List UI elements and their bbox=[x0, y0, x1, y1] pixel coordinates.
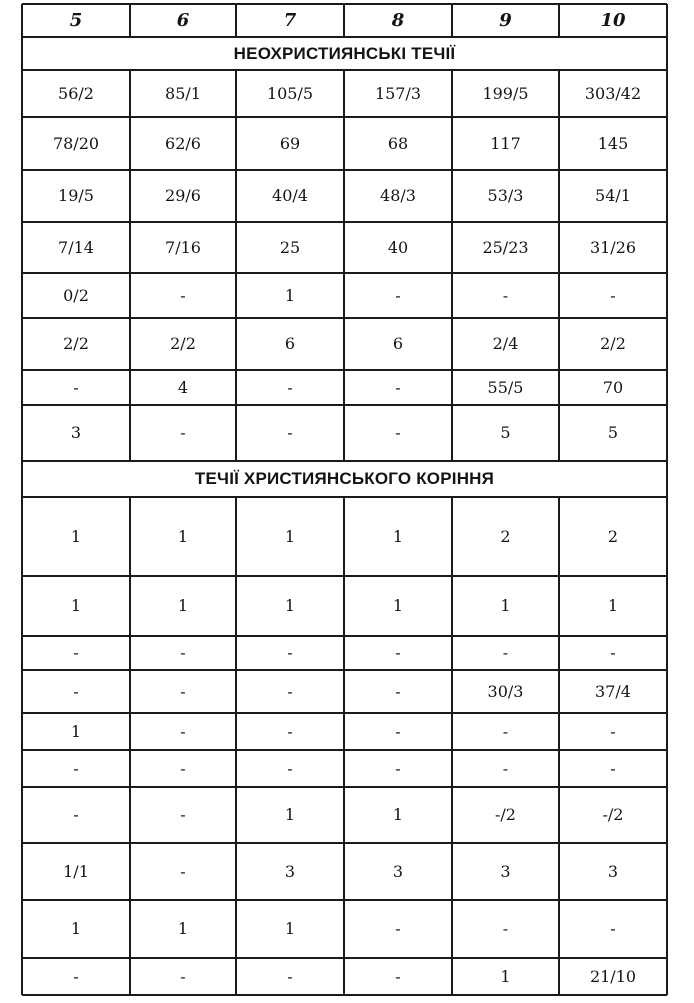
table-cell: 78/20 bbox=[52, 133, 100, 153]
table-cell: 25 bbox=[279, 237, 301, 257]
table-cell: - bbox=[395, 285, 401, 305]
table-cell: 3 bbox=[70, 423, 82, 442]
section-title: НЕОХРИСТИЯНСЬКІ ТЕЧІЇ bbox=[233, 43, 456, 63]
table-cell: 3 bbox=[607, 861, 619, 881]
column-number-header: 10 bbox=[600, 9, 626, 31]
table-cell: 199/5 bbox=[482, 83, 529, 103]
table-cell: - bbox=[180, 285, 186, 305]
table-cell: 3 bbox=[284, 861, 296, 881]
table-cell: - bbox=[287, 377, 293, 397]
table-cell: 303/42 bbox=[584, 83, 642, 103]
table-cell: 37/4 bbox=[595, 681, 631, 701]
table-cell: - bbox=[73, 681, 79, 701]
table-cell: 2/2 bbox=[600, 334, 626, 353]
table-cell: 1 bbox=[284, 526, 296, 546]
table-cell: 62/6 bbox=[165, 133, 201, 153]
table-cell: 2 bbox=[607, 526, 619, 546]
table-cell: -/2 bbox=[602, 805, 624, 824]
table-cell: 1 bbox=[70, 721, 82, 741]
table-cell: - bbox=[287, 643, 293, 662]
table-cell: 1/1 bbox=[63, 861, 89, 881]
section-title: ТЕЧІЇ ХРИСТИЯНСЬКОГО КОРІННЯ bbox=[194, 469, 495, 488]
table-cell: 30/3 bbox=[487, 681, 524, 701]
table-cell: - bbox=[180, 643, 186, 662]
table-cell: 40/4 bbox=[272, 186, 308, 205]
table-cell: - bbox=[287, 721, 293, 741]
table-cell: -/2 bbox=[495, 805, 516, 824]
table-cell: 5 bbox=[607, 423, 619, 442]
table-cell: - bbox=[610, 285, 616, 305]
table-cell: 19/5 bbox=[58, 186, 94, 205]
table-cell: 4 bbox=[177, 377, 189, 397]
table-cell: - bbox=[502, 285, 509, 305]
table-cell: - bbox=[502, 758, 509, 778]
table-cell: 145 bbox=[597, 133, 629, 153]
table-cell: 25/23 bbox=[482, 237, 529, 257]
table-cell: - bbox=[502, 643, 509, 662]
table-cell: 68 bbox=[387, 133, 409, 153]
table-cell: 56/2 bbox=[58, 83, 94, 103]
table-cell: 1 bbox=[392, 526, 404, 546]
table-cell: 0/2 bbox=[63, 285, 89, 305]
table-cell: 21/10 bbox=[589, 966, 637, 986]
table-cell: - bbox=[180, 721, 186, 741]
table-cell: 53/3 bbox=[487, 186, 524, 205]
table-cell: - bbox=[395, 721, 401, 741]
table-cell: - bbox=[610, 758, 616, 778]
table-cell: 2/4 bbox=[492, 334, 519, 353]
table-cell: 2 bbox=[500, 526, 511, 546]
table-cell: 3 bbox=[392, 861, 404, 881]
table-cell: - bbox=[502, 919, 509, 938]
table-cell: - bbox=[395, 681, 401, 701]
table-cell: - bbox=[73, 805, 79, 824]
table-cell: - bbox=[395, 377, 401, 397]
table-cell: - bbox=[395, 919, 401, 938]
table-cell: 7/16 bbox=[165, 237, 201, 257]
table-cell: 1 bbox=[70, 596, 82, 615]
table-cell: - bbox=[610, 643, 616, 662]
table-cell: - bbox=[287, 966, 293, 986]
table-cell: - bbox=[502, 721, 509, 741]
table-cell: 157/3 bbox=[374, 83, 422, 103]
table-cell: 69 bbox=[279, 133, 301, 153]
table-cell: - bbox=[73, 758, 79, 778]
table-cell: 1 bbox=[500, 966, 511, 986]
table-cell: 1 bbox=[70, 526, 82, 546]
table-cell: - bbox=[180, 423, 186, 442]
table-cell: - bbox=[287, 423, 293, 442]
table-cell: 1 bbox=[284, 919, 296, 938]
table-cell: 1 bbox=[177, 919, 189, 938]
table-cell: - bbox=[73, 966, 79, 986]
table-cell: 40 bbox=[387, 237, 409, 257]
table-cell: 29/6 bbox=[165, 186, 201, 205]
table-cell: 48/3 bbox=[380, 186, 416, 205]
table-cell: 5 bbox=[500, 423, 511, 442]
table-cell: - bbox=[395, 966, 401, 986]
table-cell: 2/2 bbox=[170, 334, 196, 353]
column-number-header: 5 bbox=[69, 9, 83, 31]
table-cell: - bbox=[395, 758, 401, 778]
table-cell: 1 bbox=[607, 596, 619, 615]
table-cell: 70 bbox=[602, 377, 624, 397]
column-number-header: 9 bbox=[499, 9, 512, 31]
table-cell: 1 bbox=[284, 596, 296, 615]
table-cell: - bbox=[287, 681, 293, 701]
table-cell: 1 bbox=[500, 596, 511, 615]
table-cell: 1 bbox=[70, 919, 82, 938]
table-cell: - bbox=[180, 758, 186, 778]
table-cell: - bbox=[395, 423, 401, 442]
column-number-header: 8 bbox=[391, 9, 405, 31]
table-cell: 1 bbox=[392, 805, 404, 824]
table-cell: - bbox=[180, 681, 186, 701]
table-cell: 6 bbox=[392, 334, 404, 353]
table-cell: 3 bbox=[500, 861, 511, 881]
table-cell: 6 bbox=[284, 334, 296, 353]
table-cell: 117 bbox=[490, 133, 521, 153]
table-cell: - bbox=[287, 758, 293, 778]
table-cell: - bbox=[180, 966, 186, 986]
table-cell: 1 bbox=[284, 285, 296, 305]
table-cell: 31/26 bbox=[589, 237, 637, 257]
table-cell: 85/1 bbox=[165, 83, 201, 103]
table-cell: 7/14 bbox=[58, 237, 94, 257]
table-cell: - bbox=[610, 721, 616, 741]
table-cell: - bbox=[395, 643, 401, 662]
table-cell: - bbox=[73, 377, 79, 397]
table-cell: - bbox=[180, 805, 186, 824]
table-cell: - bbox=[73, 643, 79, 662]
column-number-header: 6 bbox=[176, 9, 190, 31]
column-number-header: 7 bbox=[283, 9, 297, 31]
table-cell: 105/5 bbox=[266, 83, 314, 103]
table-cell: 1 bbox=[177, 526, 189, 546]
table-cell: 1 bbox=[177, 596, 189, 615]
table-cell: 54/1 bbox=[595, 186, 631, 205]
table-cell: 55/5 bbox=[487, 377, 524, 397]
table-cell: - bbox=[180, 861, 186, 881]
table-cell: - bbox=[610, 919, 616, 938]
table-cell: 2/2 bbox=[63, 334, 89, 353]
table-cell: 1 bbox=[284, 805, 296, 824]
table-cell: 1 bbox=[392, 596, 404, 615]
